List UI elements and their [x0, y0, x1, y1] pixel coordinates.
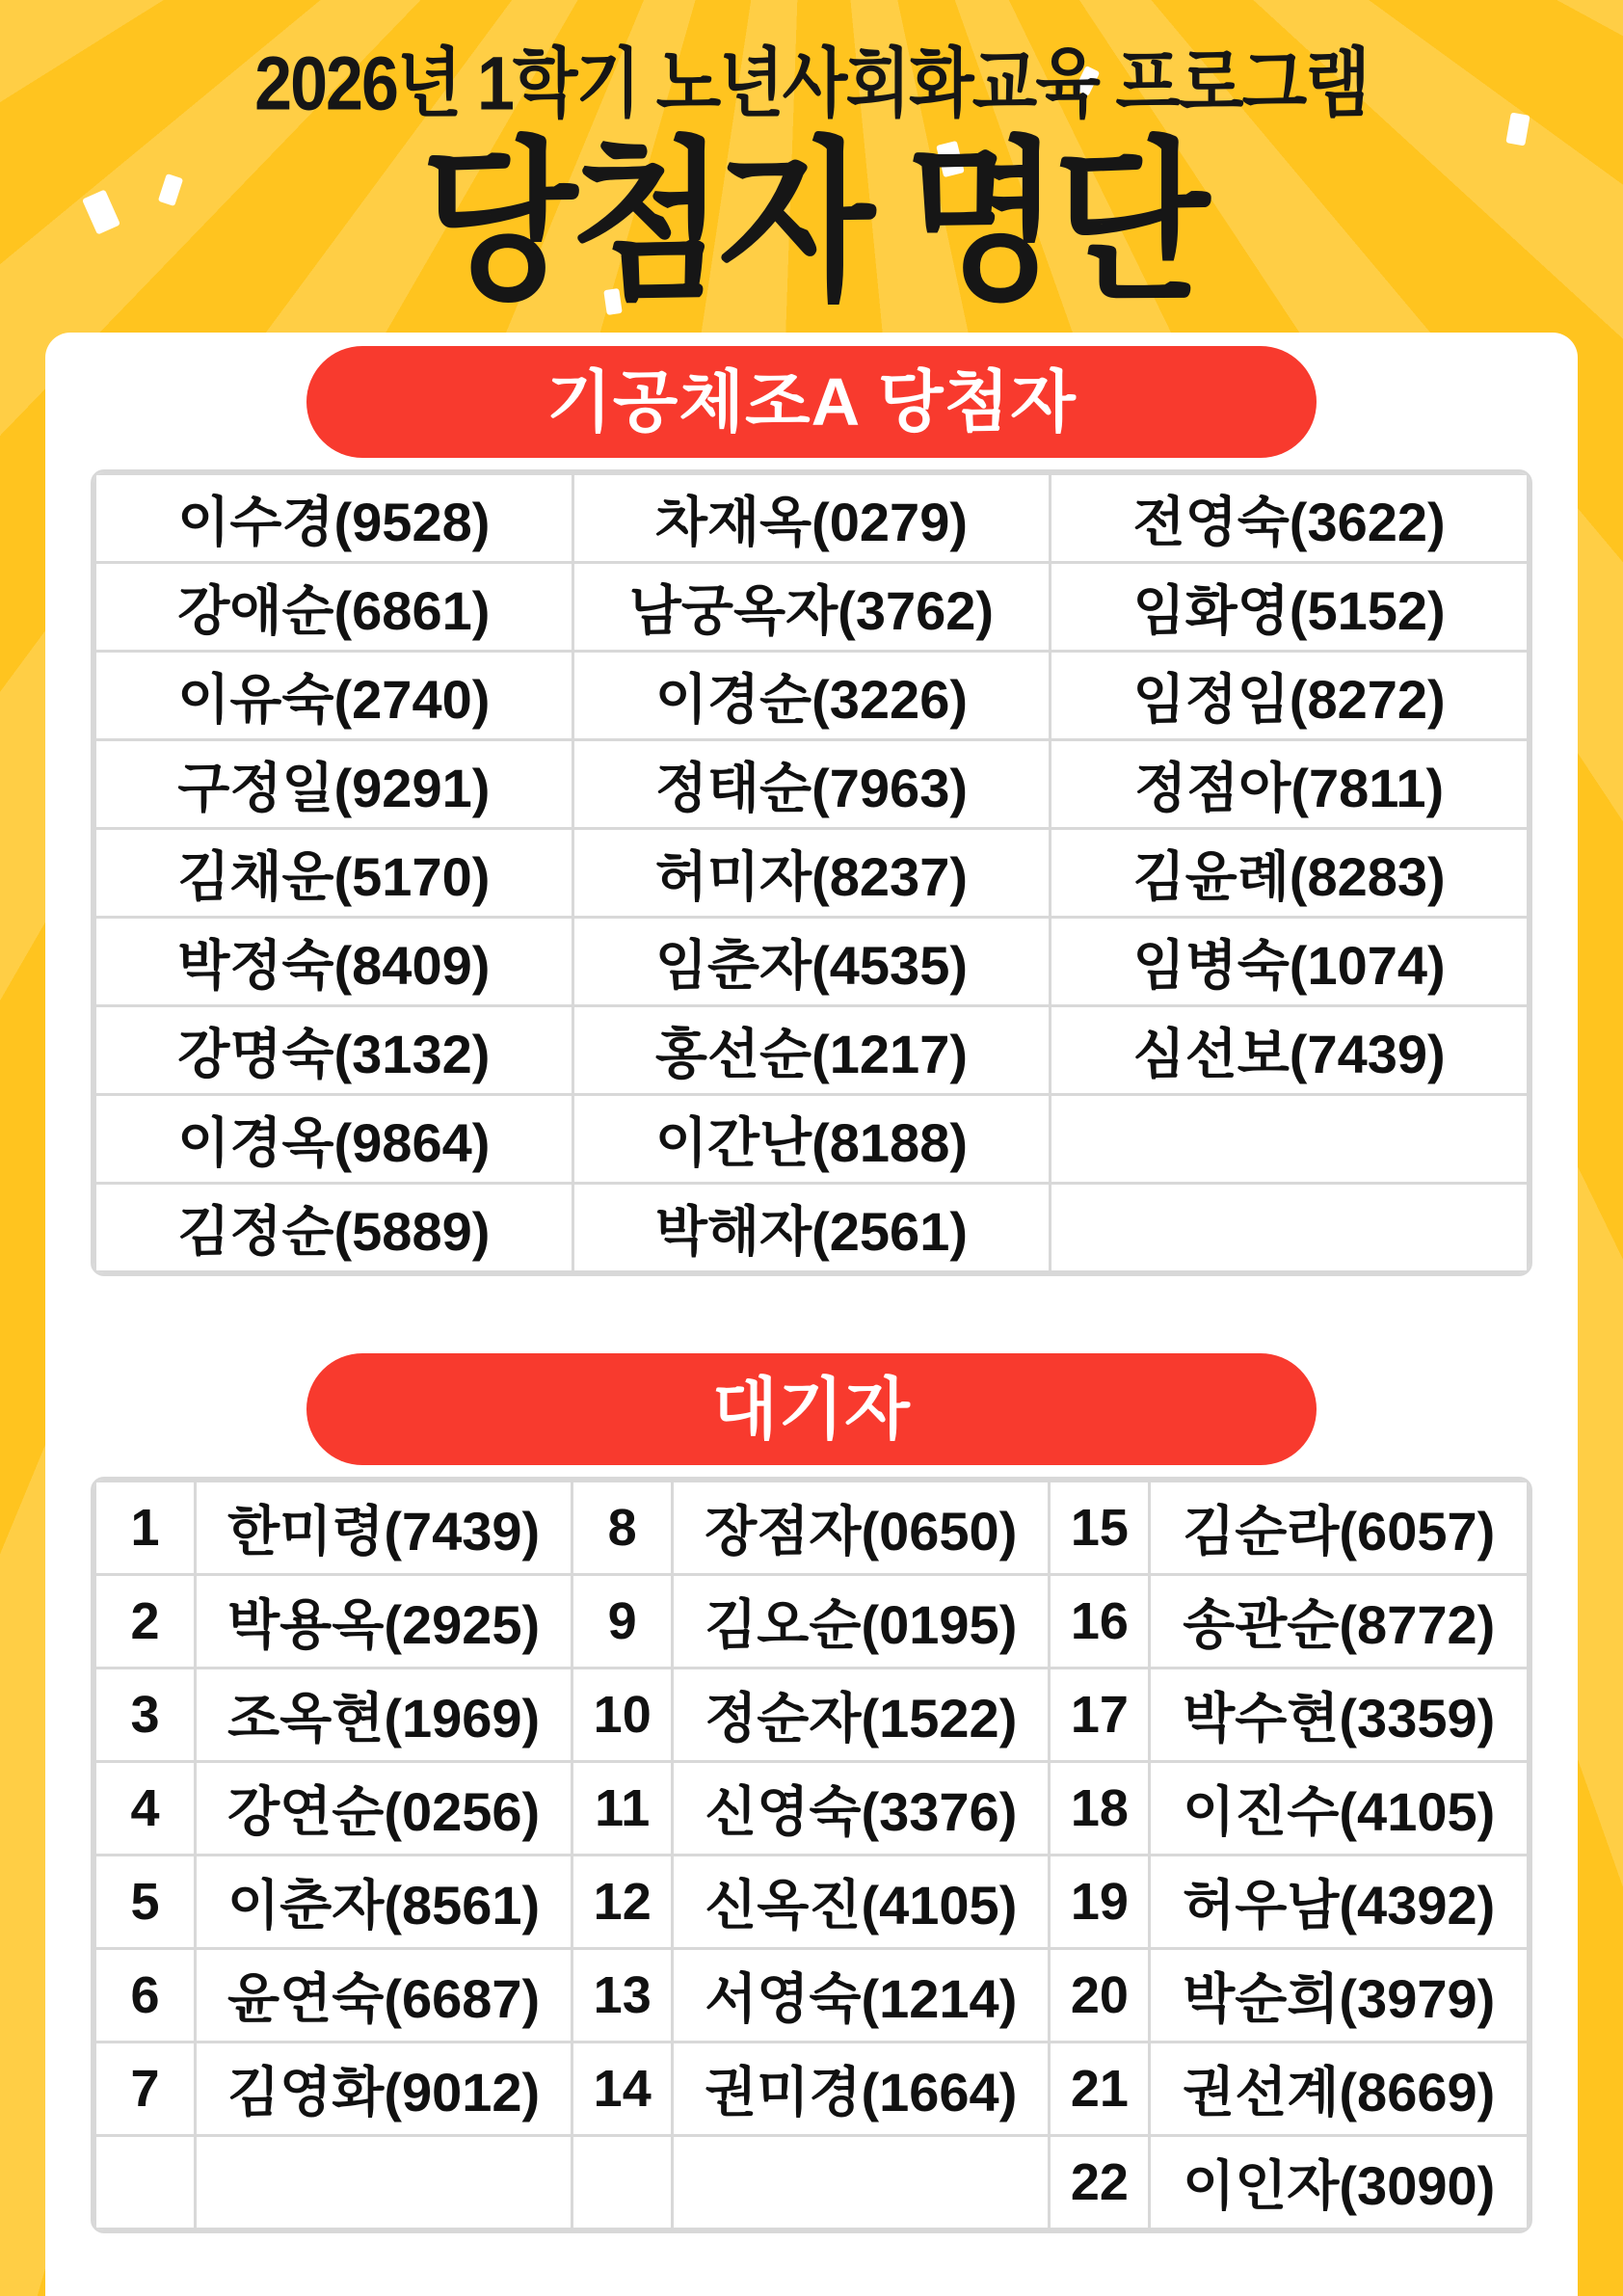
table-row [95, 1095, 1529, 1184]
winner-cell: 차재옥(0279) [572, 474, 1051, 563]
waitlist-name: 박수현(3359) [1150, 1669, 1529, 1762]
waitlist-rank: 4 [95, 1762, 196, 1855]
waitlist-name: 박순희(3979) [1150, 1949, 1529, 2042]
waitlist-rank: 1 [95, 1482, 196, 1575]
winner-cell [1051, 1184, 1529, 1272]
table-row [95, 1184, 1529, 1272]
waitlist-name [196, 2136, 572, 2229]
waitlist-rank: 5 [95, 1855, 196, 1949]
waitlist-name: 이인자(3090) [1150, 2136, 1529, 2229]
section-pill-winners: 기공체조A 당첨자 [306, 346, 1317, 458]
table-row [95, 1575, 1529, 1669]
winners-table-wrap [91, 469, 1532, 1276]
winner-cell: 김정순(5889) [95, 1184, 573, 1272]
winner-cell: 임춘자(4535) [572, 918, 1051, 1006]
waitlist-rank: 3 [95, 1669, 196, 1762]
waitlist-name: 박용옥(2925) [196, 1575, 572, 1669]
winner-cell: 박정숙(8409) [95, 918, 573, 1006]
winners-table [93, 472, 1530, 1273]
waitlist-name: 장점자(0650) [673, 1482, 1050, 1575]
waitlist-rank: 17 [1050, 1669, 1150, 1762]
waitlist-name: 강연순(0256) [196, 1762, 572, 1855]
waitlist-rank: 2 [95, 1575, 196, 1669]
waitlist-rank: 22 [1050, 2136, 1150, 2229]
waitlist-name: 김영화(9012) [196, 2042, 572, 2136]
table-row [95, 1669, 1529, 1762]
table-row [95, 2136, 1529, 2229]
waitlist-name: 김순라(6057) [1150, 1482, 1529, 1575]
waitlist-rank: 14 [572, 2042, 673, 2136]
winner-cell: 남궁옥자(3762) [572, 563, 1051, 652]
waitlist-rank: 18 [1050, 1762, 1150, 1855]
waitlist-rank: 6 [95, 1949, 196, 2042]
waitlist-name: 윤연숙(6687) [196, 1949, 572, 2042]
waitlist-rank: 20 [1050, 1949, 1150, 2042]
winner-cell: 이수경(9528) [95, 474, 573, 563]
winner-cell: 심선보(7439) [1051, 1006, 1529, 1095]
waitlist-rank: 13 [572, 1949, 673, 2042]
waitlist-name: 김오순(0195) [673, 1575, 1050, 1669]
winner-cell: 이유숙(2740) [95, 652, 573, 740]
table-row [95, 829, 1529, 918]
waitlist-name: 이진수(4105) [1150, 1762, 1529, 1855]
list-card [45, 333, 1578, 2296]
waitlist-table-wrap [91, 1477, 1532, 2233]
winner-cell: 정점아(7811) [1051, 740, 1529, 829]
table-row [95, 1006, 1529, 1095]
waitlist-rank: 11 [572, 1762, 673, 1855]
winner-cell: 전영숙(3622) [1051, 474, 1529, 563]
waitlist-rank [95, 2136, 196, 2229]
waitlist-name: 허우남(4392) [1150, 1855, 1529, 1949]
waitlist-name: 송관순(8772) [1150, 1575, 1529, 1669]
winner-cell: 임화영(5152) [1051, 563, 1529, 652]
winner-cell [1051, 1095, 1529, 1184]
waitlist-rank: 15 [1050, 1482, 1150, 1575]
table-row [95, 1855, 1529, 1949]
table-row [95, 474, 1529, 563]
waitlist-rank: 10 [572, 1669, 673, 1762]
waitlist-rank: 21 [1050, 2042, 1150, 2136]
winner-cell: 구정일(9291) [95, 740, 573, 829]
waitlist-name: 이춘자(8561) [196, 1855, 572, 1949]
waitlist-name: 한미령(7439) [196, 1482, 572, 1575]
table-row [95, 918, 1529, 1006]
winner-cell: 홍선순(1217) [572, 1006, 1051, 1095]
page-title: 당첨자 명단 [420, 124, 1203, 321]
winner-cell: 허미자(8237) [572, 829, 1051, 918]
waitlist-name: 권미경(1664) [673, 2042, 1050, 2136]
table-row [95, 563, 1529, 652]
waitlist-name: 정순자(1522) [673, 1669, 1050, 1762]
winner-cell: 임병숙(1074) [1051, 918, 1529, 1006]
waitlist-name: 신옥진(4105) [673, 1855, 1050, 1949]
table-row [95, 652, 1529, 740]
waitlist-rank: 19 [1050, 1855, 1150, 1949]
winner-cell: 김채운(5170) [95, 829, 573, 918]
waitlist-rank: 12 [572, 1855, 673, 1949]
waitlist-rank: 7 [95, 2042, 196, 2136]
section-pill-waitlist: 대기자 [306, 1353, 1317, 1465]
waitlist-rank: 8 [572, 1482, 673, 1575]
winner-cell: 김윤례(8283) [1051, 829, 1529, 918]
winner-cell: 강애순(6861) [95, 563, 573, 652]
winner-cell: 이간난(8188) [572, 1095, 1051, 1184]
waitlist-name: 서영숙(1214) [673, 1949, 1050, 2042]
waitlist-rank: 16 [1050, 1575, 1150, 1669]
waitlist-name: 조옥현(1969) [196, 1669, 572, 1762]
table-row [95, 740, 1529, 829]
waitlist-rank: 9 [572, 1575, 673, 1669]
table-row [95, 1482, 1529, 1575]
winner-cell: 정태순(7963) [572, 740, 1051, 829]
waitlist-name: 권선계(8669) [1150, 2042, 1529, 2136]
waitlist-table [93, 1480, 1530, 2230]
winner-cell: 강명숙(3132) [95, 1006, 573, 1095]
winner-cell: 이경옥(9864) [95, 1095, 573, 1184]
table-row [95, 2042, 1529, 2136]
winner-cell: 이경순(3226) [572, 652, 1051, 740]
waitlist-rank [572, 2136, 673, 2229]
table-row [95, 1949, 1529, 2042]
waitlist-name: 신영숙(3376) [673, 1762, 1050, 1855]
program-title: 2026년 1학기 노년사회화교육 프로그램 [254, 40, 1369, 126]
header [0, 0, 1623, 333]
table-row [95, 1762, 1529, 1855]
winner-cell: 임정임(8272) [1051, 652, 1529, 740]
winner-cell: 박해자(2561) [572, 1184, 1051, 1272]
waitlist-name [673, 2136, 1050, 2229]
